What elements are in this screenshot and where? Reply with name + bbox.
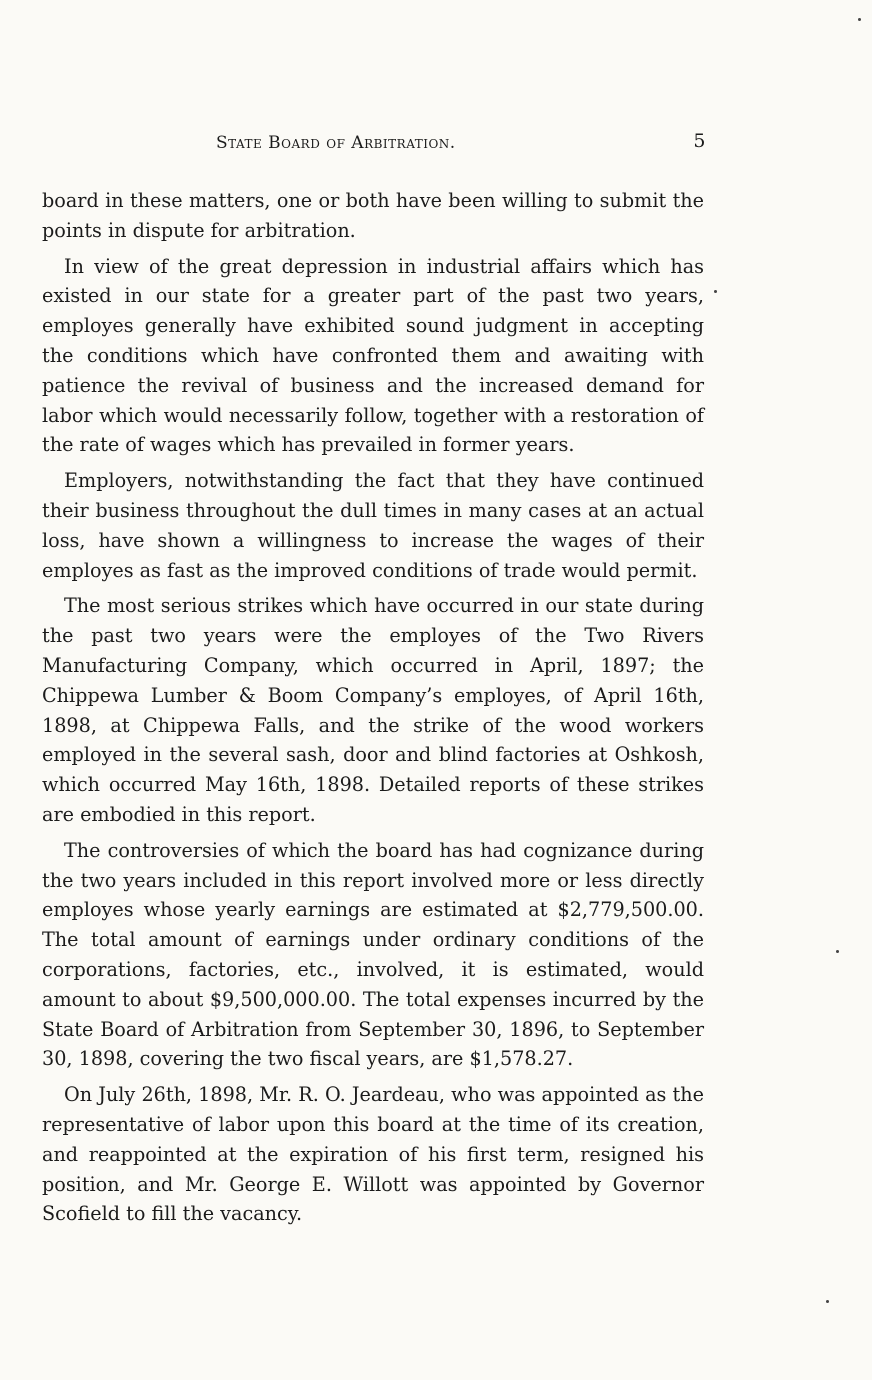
scan-speck — [836, 950, 839, 953]
paragraph: On July 26th, 1898, Mr. R. O. Jeardeau, who was appointed as the representative of labor upon this board at the time of its creation, and reappointed at the expiration of his first term, resigned his position, and Mr. George E. Willott was appointed by Governor Scofield to fill the vacancy. — [42, 1083, 704, 1226]
scan-speck — [826, 1300, 829, 1303]
running-header — [216, 130, 706, 153]
paragraph: Employers, notwithstanding the fact that they have continued their business throughout the dull times in many cases at an actual loss, have shown a willingness to increase the wages of their employes as fast as the improved conditions of trade would permit. — [42, 469, 704, 582]
paragraph: board in these matters, one or both have been willing to submit the points in dispute for arbitration. — [42, 189, 704, 242]
paragraph: The most serious strikes which have occurred in our state during the past two years were the employes of the Two Rivers Manufacturing Company, which occurred in April, 1897; the Chippewa Lumber & Boom Company’s employes, of April 16th, 1898, at Chippewa Falls, and the strike of the wood workers employed in the several sash, door and blind factories at Oshkosh, which occurred May 16th, 1898. Detailed reports of these strikes are embodied in this report. — [42, 594, 704, 826]
scan-speck — [858, 18, 861, 21]
running-title: State Board of Arbitration. — [216, 133, 456, 153]
body-text — [42, 186, 704, 1235]
page-number: 5 — [693, 130, 706, 152]
paragraph: In view of the great depression in industrial affairs which has existed in our state for a greater part of the past two years, employes generally have exhibited sound judgment in accepting the conditions which have confronted them and awaiting with patience the revival of business and the increased demand for labor which would necessarily follow, together with a restoration of the rate of wages which has prevailed in former years. — [42, 254, 704, 457]
scan-speck — [714, 290, 717, 293]
paragraph: The controversies of which the board has had cognizance during the two years included in this report involved more or less directly employes whose yearly earnings are estimated at $2,779,500.00. The total amount of earnings under ordinary conditions of the corporations, factories, etc., involved, it is estimated, would amount to about $9,500,000.00. The total expenses incurred by the State Board of Arbitration from September 30, 1896, to September 30, 1898, covering the two fiscal years, are $1,578.27. — [42, 838, 704, 1071]
